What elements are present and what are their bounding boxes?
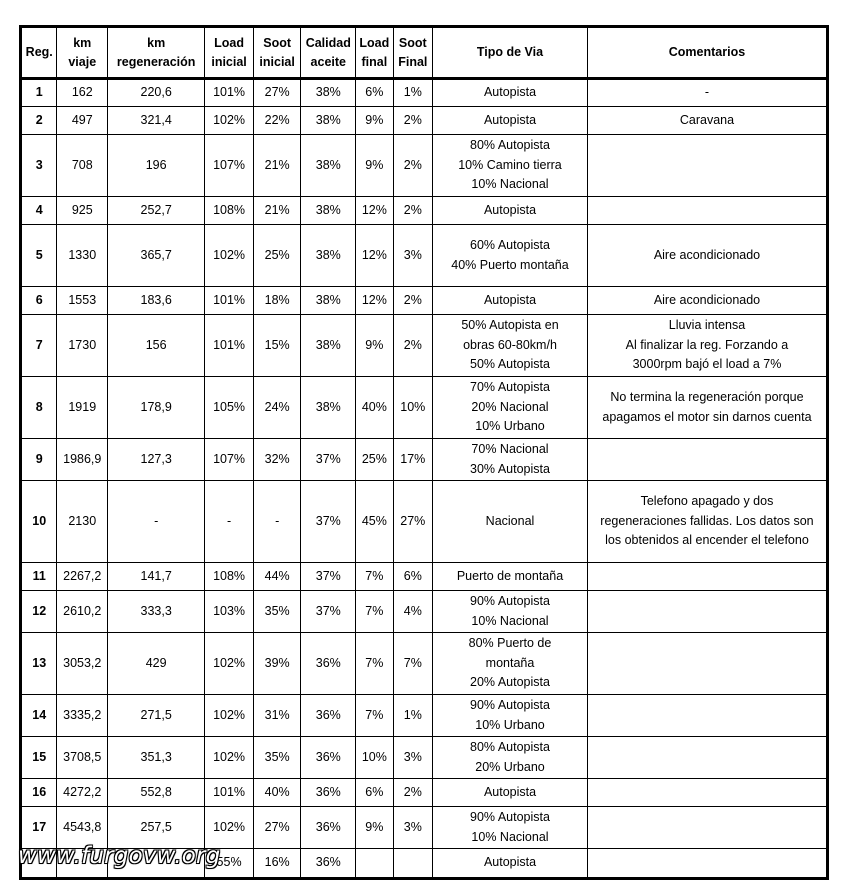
cell-calidad-aceite: 37% — [301, 591, 356, 633]
header-load-final: Load final — [356, 27, 393, 79]
cell-soot-inicial: 25% — [253, 225, 301, 287]
cell-km-viaje: 1553 — [57, 287, 108, 315]
cell-tipo-de-via: Autopista — [433, 287, 588, 315]
cell-km-viaje: 497 — [57, 107, 108, 135]
cell-soot-inicial: 40% — [253, 779, 301, 807]
cell-comentarios — [587, 439, 827, 481]
cell-km-viaje: 4543,8 — [57, 807, 108, 849]
cell-soot-final: 7% — [393, 633, 432, 695]
cell-km-regeneracion: - — [108, 481, 205, 563]
cell-reg: 2 — [21, 107, 57, 135]
header-tipo-de-via: Tipo de Via — [433, 27, 588, 79]
cell-load-inicial: 105% — [205, 377, 254, 439]
cell-load-final — [356, 849, 393, 879]
cell-soot-inicial: 27% — [253, 79, 301, 107]
cell-load-final: 7% — [356, 591, 393, 633]
cell-comentarios — [587, 591, 827, 633]
table-row — [21, 135, 828, 197]
cell-tipo-de-via: 90% Autopista 10% Nacional — [433, 807, 588, 849]
header-load-inicial: Load inicial — [205, 27, 254, 79]
cell-calidad-aceite: 38% — [301, 377, 356, 439]
cell-load-inicial: 101% — [205, 779, 254, 807]
cell-reg: 14 — [21, 695, 57, 737]
cell-soot-inicial: 18% — [253, 287, 301, 315]
cell-calidad-aceite: 38% — [301, 79, 356, 107]
header-soot-inicial: Soot inicial — [253, 27, 301, 79]
cell-load-final: 40% — [356, 377, 393, 439]
cell-tipo-de-via: Autopista — [433, 849, 588, 879]
cell-calidad-aceite: 36% — [301, 633, 356, 695]
cell-km-viaje: 2267,2 — [57, 563, 108, 591]
cell-km-regeneracion: 127,3 — [108, 439, 205, 481]
cell-soot-final — [393, 849, 432, 879]
cell-load-inicial: 102% — [205, 107, 254, 135]
table-row — [21, 439, 828, 481]
cell-calidad-aceite: 38% — [301, 197, 356, 225]
cell-load-final: 9% — [356, 107, 393, 135]
cell-soot-final: 1% — [393, 79, 432, 107]
cell-comentarios — [587, 737, 827, 779]
cell-load-inicial: 108% — [205, 563, 254, 591]
cell-load-inicial: 102% — [205, 737, 254, 779]
cell-reg: 11 — [21, 563, 57, 591]
cell-reg: 16 — [21, 779, 57, 807]
cell-comentarios — [587, 197, 827, 225]
cell-km-regeneracion: 321,4 — [108, 107, 205, 135]
cell-soot-inicial: 22% — [253, 107, 301, 135]
cell-comentarios — [587, 807, 827, 849]
cell-comentarios: No termina la regeneración porque apagamos el motor sin darnos cuenta — [587, 377, 827, 439]
cell-calidad-aceite: 38% — [301, 135, 356, 197]
cell-soot-inicial: 16% — [253, 849, 301, 879]
cell-soot-inicial: 21% — [253, 135, 301, 197]
cell-km-regeneracion: 351,3 — [108, 737, 205, 779]
cell-km-regeneracion: 156 — [108, 315, 205, 377]
cell-km-regeneracion: 252,7 — [108, 197, 205, 225]
cell-km-regeneracion: 141,7 — [108, 563, 205, 591]
cell-tipo-de-via: 50% Autopista en obras 60-80km/h 50% Autopista — [433, 315, 588, 377]
cell-reg: 17 — [21, 807, 57, 849]
cell-comentarios — [587, 633, 827, 695]
header-comentarios: Comentarios — [587, 27, 827, 79]
cell-soot-inicial: 44% — [253, 563, 301, 591]
cell-reg: 10 — [21, 481, 57, 563]
cell-tipo-de-via: Puerto de montaña — [433, 563, 588, 591]
cell-tipo-de-via: Autopista — [433, 779, 588, 807]
cell-km-regeneracion: 178,9 — [108, 377, 205, 439]
cell-soot-final: 2% — [393, 779, 432, 807]
cell-km-viaje: 2610,2 — [57, 591, 108, 633]
cell-tipo-de-via: 80% Puerto de montaña 20% Autopista — [433, 633, 588, 695]
cell-load-inicial: 101% — [205, 315, 254, 377]
table-row — [21, 563, 828, 591]
cell-load-inicial: 101% — [205, 79, 254, 107]
cell-km-regeneracion: 196 — [108, 135, 205, 197]
cell-tipo-de-via: 90% Autopista 10% Urbano — [433, 695, 588, 737]
table-row — [21, 197, 828, 225]
cell-comentarios: Lluvia intensa Al finalizar la reg. Forzando a 3000rpm bajó el load a 7% — [587, 315, 827, 377]
cell-km-viaje: 708 — [57, 135, 108, 197]
cell-load-final: 9% — [356, 315, 393, 377]
cell-soot-final: 1% — [393, 695, 432, 737]
cell-load-inicial: 102% — [205, 633, 254, 695]
cell-km-regeneracion: 271,5 — [108, 695, 205, 737]
header-row — [21, 27, 828, 79]
cell-comentarios — [587, 779, 827, 807]
cell-load-final: 45% — [356, 481, 393, 563]
cell-km-regeneracion: 552,8 — [108, 779, 205, 807]
cell-reg: 1 — [21, 79, 57, 107]
table-row — [21, 107, 828, 135]
table-row — [21, 591, 828, 633]
cell-calidad-aceite: 37% — [301, 481, 356, 563]
cell-soot-inicial: - — [253, 481, 301, 563]
cell-tipo-de-via: Nacional — [433, 481, 588, 563]
cell-km-viaje: 4272,2 — [57, 779, 108, 807]
cell-km-viaje: 3708,5 — [57, 737, 108, 779]
cell-reg: 7 — [21, 315, 57, 377]
cell-soot-inicial: 32% — [253, 439, 301, 481]
cell-soot-final: 2% — [393, 287, 432, 315]
cell-load-final: 12% — [356, 197, 393, 225]
cell-km-viaje: 1730 — [57, 315, 108, 377]
cell-km-regeneracion: 365,7 — [108, 225, 205, 287]
cell-km-regeneracion: 220,6 — [108, 79, 205, 107]
cell-soot-inicial: 21% — [253, 197, 301, 225]
cell-soot-inicial: 15% — [253, 315, 301, 377]
cell-load-inicial: 101% — [205, 287, 254, 315]
cell-comentarios — [587, 849, 827, 879]
cell-calidad-aceite: 38% — [301, 225, 356, 287]
cell-tipo-de-via: 90% Autopista 10% Nacional — [433, 591, 588, 633]
cell-load-inicial: 102% — [205, 807, 254, 849]
cell-calidad-aceite: 38% — [301, 107, 356, 135]
cell-soot-final: 10% — [393, 377, 432, 439]
cell-km-viaje: 925 — [57, 197, 108, 225]
table-row — [21, 315, 828, 377]
cell-reg: 5 — [21, 225, 57, 287]
table-row — [21, 225, 828, 287]
cell-soot-final: 4% — [393, 591, 432, 633]
cell-soot-final: 3% — [393, 737, 432, 779]
cell-load-final: 7% — [356, 633, 393, 695]
cell-tipo-de-via: 80% Autopista 20% Urbano — [433, 737, 588, 779]
watermark-logo: www.furgovw.org — [18, 843, 221, 869]
table-body — [21, 79, 828, 879]
cell-comentarios: Aire acondicionado — [587, 287, 827, 315]
cell-reg: 13 — [21, 633, 57, 695]
cell-comentarios — [587, 695, 827, 737]
table-row — [21, 377, 828, 439]
cell-soot-inicial: 35% — [253, 737, 301, 779]
table-row — [21, 779, 828, 807]
cell-comentarios: Caravana — [587, 107, 827, 135]
cell-calidad-aceite: 36% — [301, 807, 356, 849]
cell-load-final: 12% — [356, 287, 393, 315]
cell-km-viaje: 1330 — [57, 225, 108, 287]
cell-calidad-aceite: 36% — [301, 695, 356, 737]
cell-reg: 6 — [21, 287, 57, 315]
cell-calidad-aceite: 37% — [301, 563, 356, 591]
header-calidad-aceite: Calidad aceite — [301, 27, 356, 79]
cell-km-regeneracion: 257,5 — [108, 807, 205, 849]
cell-calidad-aceite: 38% — [301, 315, 356, 377]
cell-km-viaje: 162 — [57, 79, 108, 107]
cell-tipo-de-via: 70% Autopista 20% Nacional 10% Urbano — [433, 377, 588, 439]
cell-km-regeneracion: 333,3 — [108, 591, 205, 633]
cell-comentarios — [587, 563, 827, 591]
cell-tipo-de-via: 60% Autopista 40% Puerto montaña — [433, 225, 588, 287]
cell-load-final: 7% — [356, 563, 393, 591]
cell-km-viaje: 1919 — [57, 377, 108, 439]
cell-calidad-aceite: 38% — [301, 287, 356, 315]
cell-soot-final: 3% — [393, 225, 432, 287]
header-km-viaje: km viaje — [57, 27, 108, 79]
cell-soot-inicial: 39% — [253, 633, 301, 695]
cell-tipo-de-via: 80% Autopista 10% Camino tierra 10% Nacional — [433, 135, 588, 197]
cell-comentarios: Telefono apagado y dos regeneraciones fallidas. Los datos son los obtenidos al encender el telefono — [587, 481, 827, 563]
cell-soot-final: 27% — [393, 481, 432, 563]
cell-soot-final: 2% — [393, 197, 432, 225]
cell-load-inicial: 102% — [205, 695, 254, 737]
cell-calidad-aceite: 36% — [301, 737, 356, 779]
table-row — [21, 287, 828, 315]
cell-load-inicial: 107% — [205, 135, 254, 197]
cell-km-viaje: 3053,2 — [57, 633, 108, 695]
cell-reg: 3 — [21, 135, 57, 197]
cell-soot-final: 2% — [393, 107, 432, 135]
cell-soot-final: 6% — [393, 563, 432, 591]
cell-calidad-aceite: 37% — [301, 439, 356, 481]
cell-comentarios — [587, 135, 827, 197]
cell-calidad-aceite: 36% — [301, 849, 356, 879]
cell-load-final: 10% — [356, 737, 393, 779]
cell-soot-inicial: 35% — [253, 591, 301, 633]
cell-load-final: 6% — [356, 79, 393, 107]
cell-comentarios: - — [587, 79, 827, 107]
cell-load-final: 9% — [356, 807, 393, 849]
cell-soot-final: 3% — [393, 807, 432, 849]
cell-km-viaje: 3335,2 — [57, 695, 108, 737]
regeneration-log-table — [19, 25, 829, 880]
cell-soot-inicial: 31% — [253, 695, 301, 737]
header-soot-final: Soot Final — [393, 27, 432, 79]
cell-load-final: 7% — [356, 695, 393, 737]
cell-load-final: 25% — [356, 439, 393, 481]
table-row — [21, 633, 828, 695]
cell-tipo-de-via: Autopista — [433, 79, 588, 107]
cell-km-regeneracion: 183,6 — [108, 287, 205, 315]
cell-km-viaje: 1986,9 — [57, 439, 108, 481]
cell-reg: 4 — [21, 197, 57, 225]
cell-soot-final: 2% — [393, 135, 432, 197]
cell-soot-final: 2% — [393, 315, 432, 377]
cell-reg: 8 — [21, 377, 57, 439]
cell-soot-inicial: 27% — [253, 807, 301, 849]
cell-tipo-de-via: Autopista — [433, 107, 588, 135]
header-reg: Reg. — [21, 27, 57, 79]
cell-tipo-de-via: Autopista — [433, 197, 588, 225]
cell-comentarios: Aire acondicionado — [587, 225, 827, 287]
table-row — [21, 695, 828, 737]
cell-load-inicial: 102% — [205, 225, 254, 287]
table-row — [21, 481, 828, 563]
cell-calidad-aceite: 36% — [301, 779, 356, 807]
header-km-regeneracion: km regeneración — [108, 27, 205, 79]
cell-load-inicial: - — [205, 481, 254, 563]
cell-km-viaje: 2130 — [57, 481, 108, 563]
cell-load-inicial: 55% — [205, 849, 254, 879]
cell-load-final: 12% — [356, 225, 393, 287]
cell-reg: 9 — [21, 439, 57, 481]
cell-km-regeneracion: 429 — [108, 633, 205, 695]
cell-load-inicial: 107% — [205, 439, 254, 481]
cell-soot-final: 17% — [393, 439, 432, 481]
cell-load-inicial: 108% — [205, 197, 254, 225]
cell-reg: 12 — [21, 591, 57, 633]
cell-load-final: 9% — [356, 135, 393, 197]
cell-load-final: 6% — [356, 779, 393, 807]
cell-load-inicial: 103% — [205, 591, 254, 633]
table-row — [21, 737, 828, 779]
cell-tipo-de-via: 70% Nacional 30% Autopista — [433, 439, 588, 481]
cell-reg: 15 — [21, 737, 57, 779]
table-row — [21, 79, 828, 107]
cell-soot-inicial: 24% — [253, 377, 301, 439]
